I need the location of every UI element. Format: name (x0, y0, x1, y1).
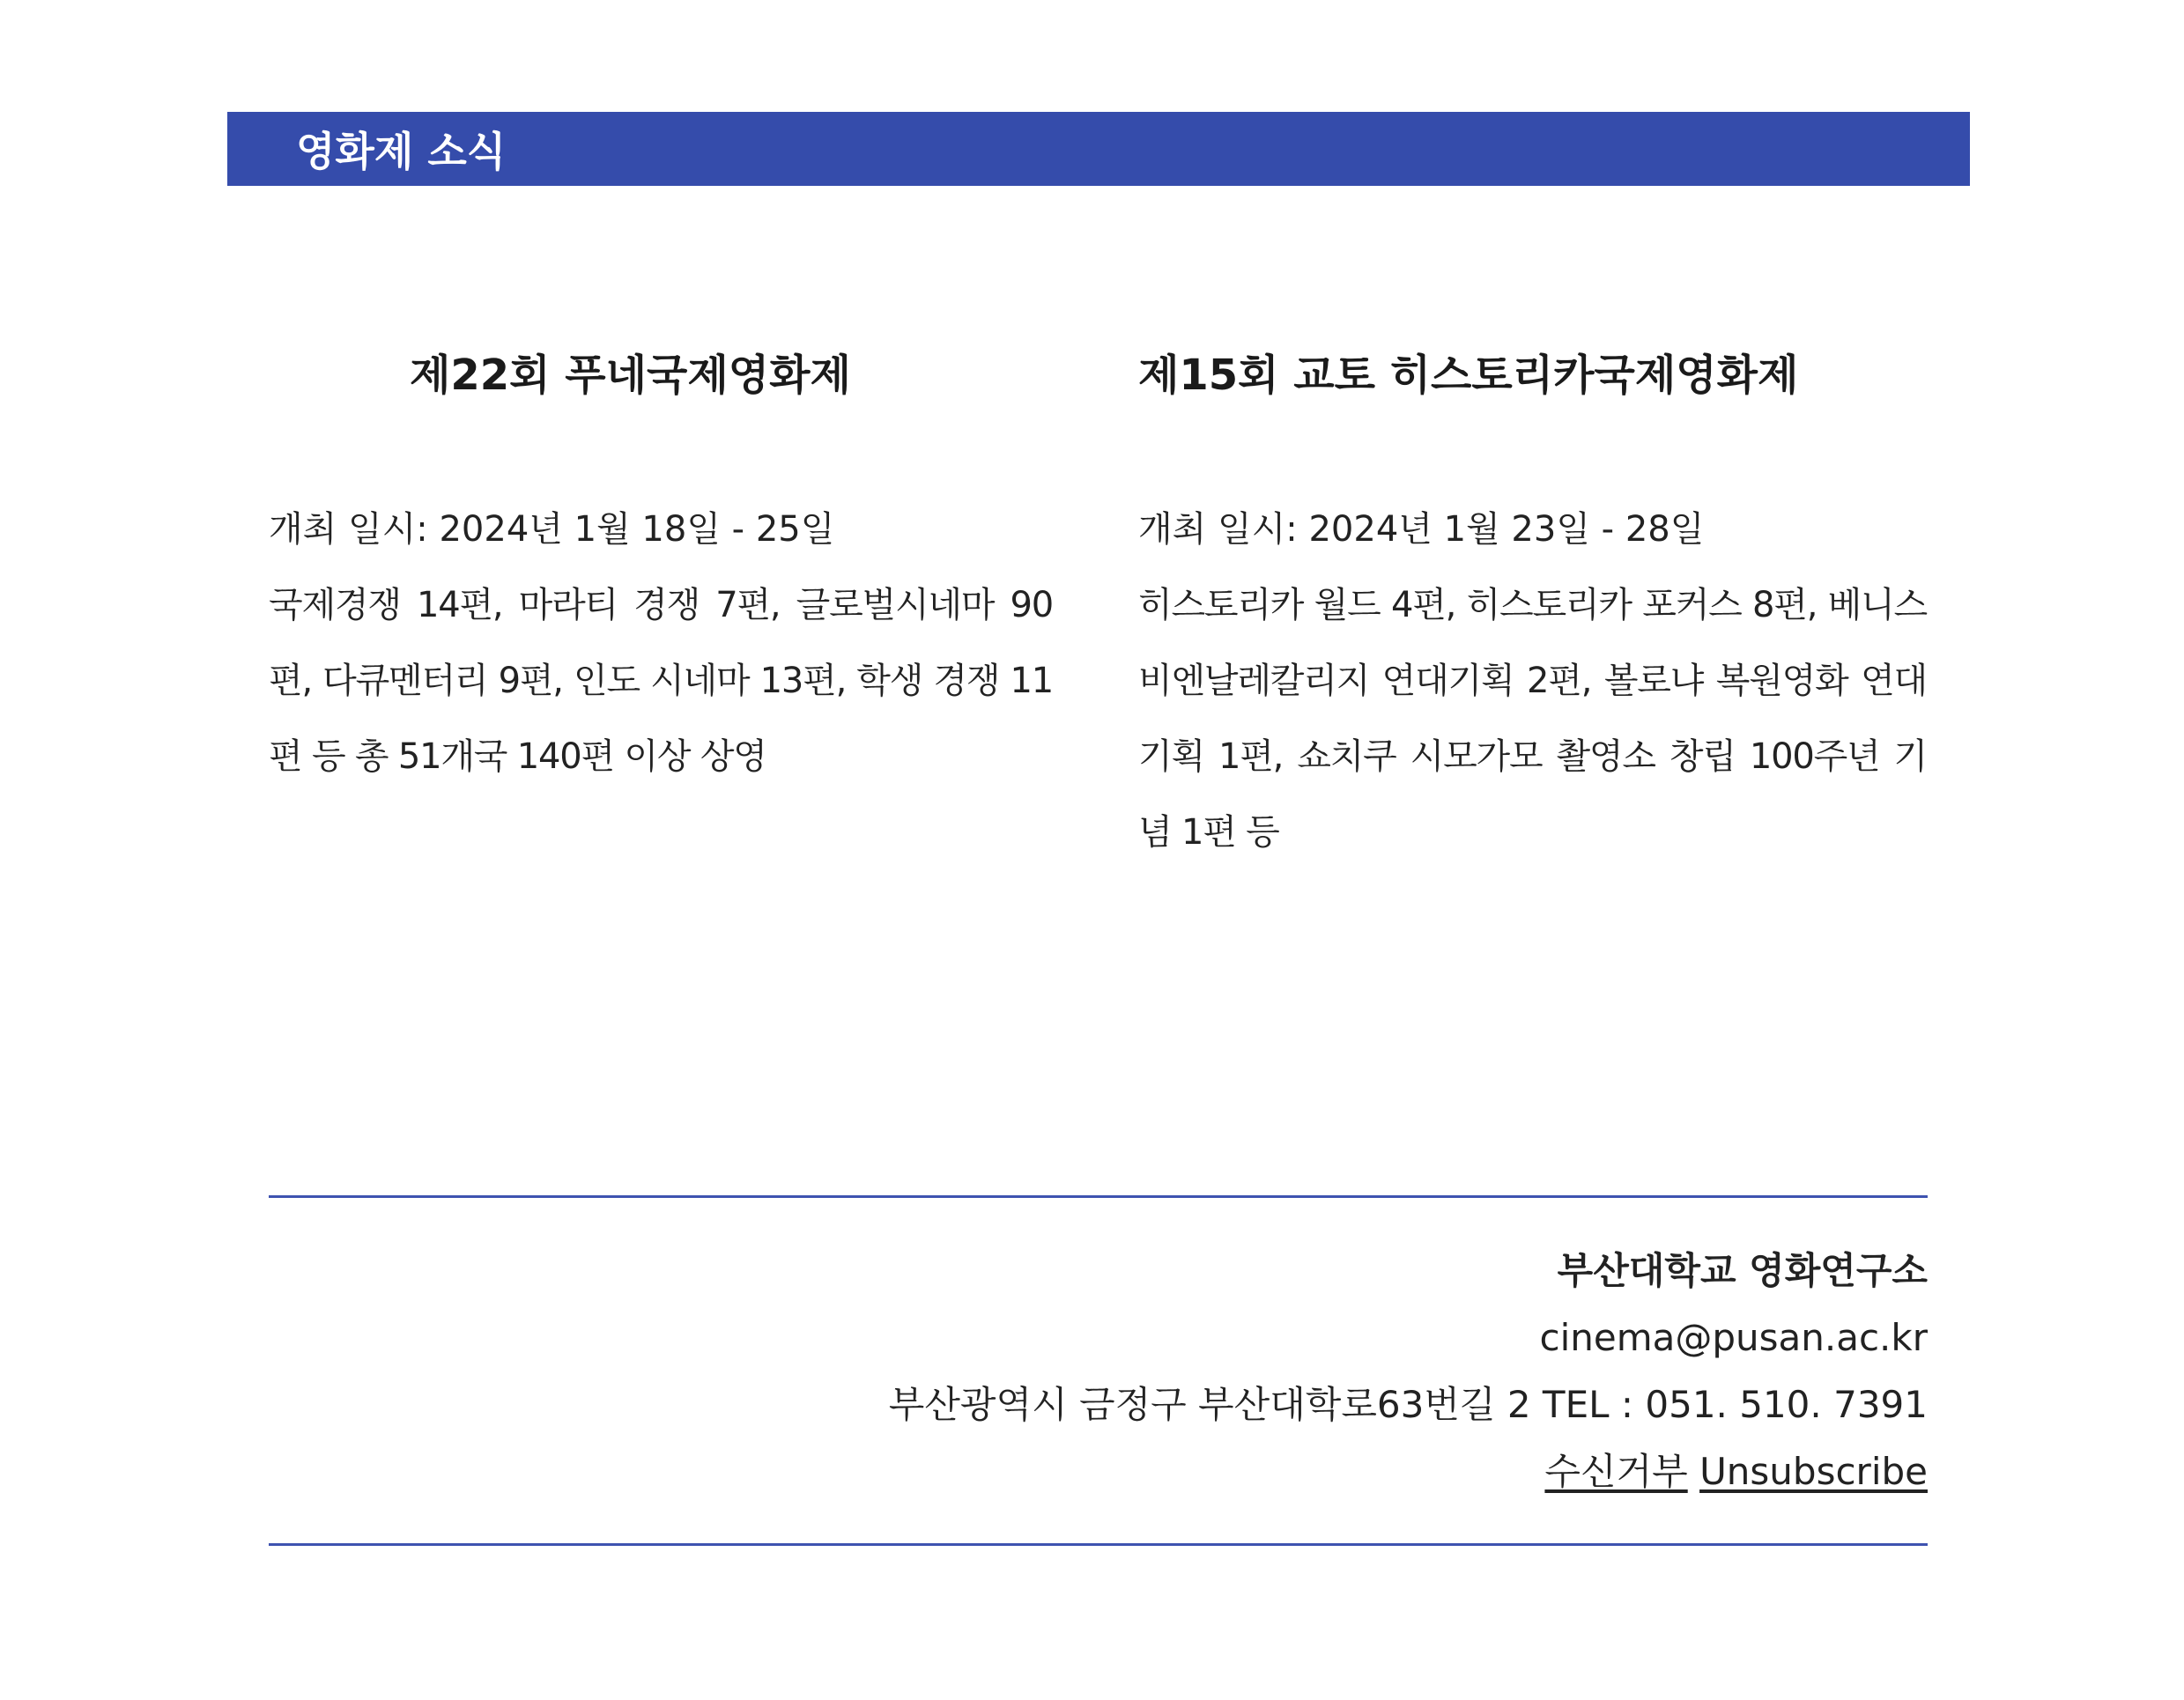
festival-title: 제22회 푸네국제영화제 (410, 351, 851, 400)
festival-card-kyoto (1138, 344, 1927, 870)
footer-divider-bottom (269, 1543, 1928, 1546)
unsubscribe-link-en[interactable]: Unsubscribe (1699, 1450, 1928, 1493)
unsubscribe-link-ko[interactable]: 수신거부 (1544, 1450, 1688, 1493)
festival-description: 히스토리카 월드 4편, 히스토리카 포커스 8편, 베니스비엔날레칼리지 연대기획 2편, 볼로냐 복원영화 연대기획 1편, 쇼치쿠 시모가모 촬영소 창립 100주년 기념 1편 등 (1138, 585, 1927, 853)
footer-divider-top (269, 1195, 1928, 1198)
festival-dates: 개최 일시: 2024년 1월 23일 - 28일 (1138, 509, 1705, 550)
festival-body (269, 492, 1062, 795)
footer-address: 부산광역시 금정구 부산대학로63번길 2 TEL : 051. 510. 7391 (888, 1383, 1928, 1426)
footer-organization: 부산대학교 영화연구소 (1557, 1249, 1928, 1292)
footer-unsubscribe (889, 1438, 1928, 1505)
festival-dates: 개최 일시: 2024년 1월 18일 - 25일 (269, 509, 835, 550)
festival-body (1138, 492, 1927, 870)
festival-title: 제15회 교토 히스토리카국제영화제 (1138, 351, 1799, 400)
section-title: 영화제 소식 (296, 128, 507, 175)
festival-description: 국제경쟁 14편, 마라티 경쟁 7편, 글로벌시네마 90편, 다큐멘터리 9편, 인도 시네마 13편, 학생 경쟁 11편 등 총 51개국 140편 이상 상영 (269, 585, 1053, 777)
section-header-bar (227, 112, 1970, 186)
festival-card-pune (269, 344, 1062, 795)
footer-email: cinema@pusan.ac.kr (1539, 1316, 1928, 1359)
footer (889, 1238, 1928, 1505)
